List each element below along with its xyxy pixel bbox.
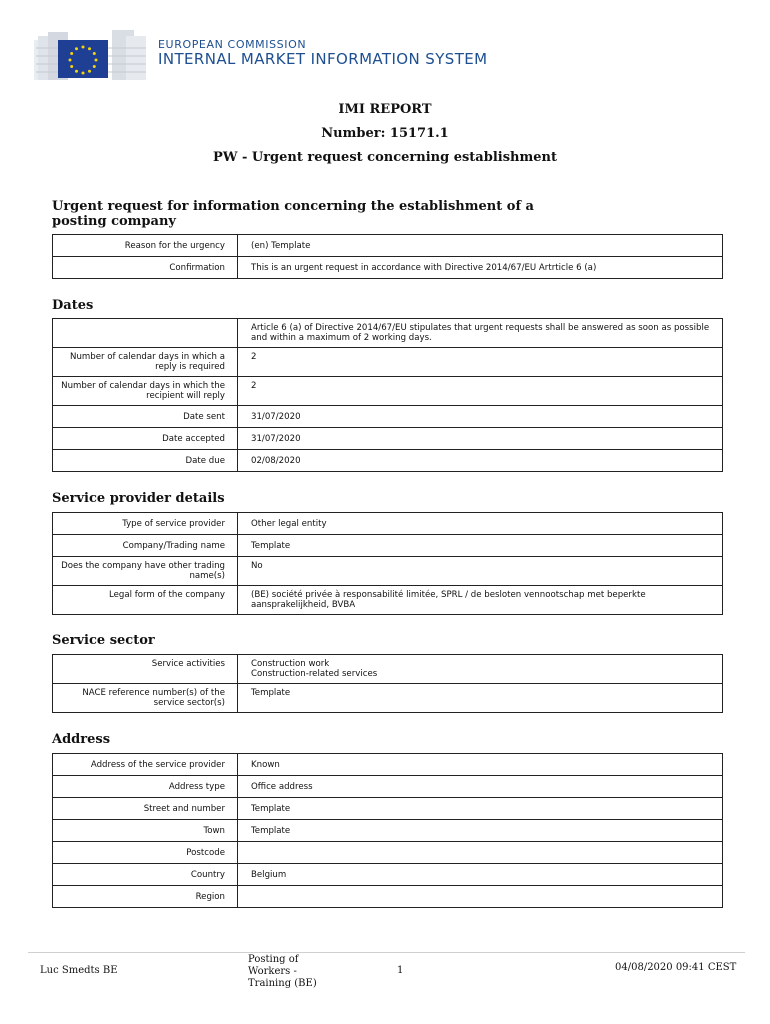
table-row [53,798,723,820]
field-label: Town [203,826,225,836]
field-label: NACE reference number(s) of the service sector(s) [82,688,225,708]
section-title-dates: Dates [52,298,94,313]
field-value: (BE) société privée à responsabilité limitée, SPRL / de besloten vennootschap met beperkte aansprakelijkheid, BVBA [251,590,646,610]
field-value: 02/08/2020 [251,456,301,466]
field-value: 31/07/2020 [251,434,301,444]
field-label: Region [195,892,225,902]
field-value-second-line: Construction-related services [251,669,378,679]
footer-context-line: Training (BE) [248,978,317,989]
table-row [53,377,723,406]
field-value: Other legal entity [251,519,327,529]
field-value: (en) Template [251,241,311,251]
field-value: 2 [251,381,257,391]
field-value: Article 6 (a) of Directive 2014/67/EU stipulates that urgent requests shall be answered as soon as possible and within a maximum of 2 working days. [251,323,710,343]
section-title-address: Address [52,732,111,747]
table-row [53,235,723,257]
section-title-provider: Service provider details [52,491,225,506]
dates-table [52,318,723,472]
table-row [53,842,723,864]
field-value: Template [251,541,291,551]
field-value: Known [251,760,280,770]
field-value [251,842,710,848]
field-label: Does the company have other trading name(s) [61,561,225,581]
field-value: Template [251,826,291,836]
field-label: Confirmation [169,263,225,273]
table-row [53,820,723,842]
field-label: Country [190,870,225,880]
table-row [53,864,723,886]
ec-logo [34,26,504,84]
sector-table [52,654,723,713]
table-row [53,348,723,377]
page-number: 1 [397,965,404,976]
table-row [53,257,723,279]
table-row [53,586,723,615]
ec-building-logo-icon [34,26,152,84]
field-label: Number of calendar days in which a reply is required [70,352,225,372]
field-label: Service activities [151,659,225,669]
field-label: Legal form of the company [109,590,225,600]
footer-user: Luc Smedts BE [40,965,118,976]
table-row [53,428,723,450]
field-label: Type of service provider [122,519,225,529]
table-row [53,754,723,776]
field-label [61,319,225,323]
footer-context [248,954,317,990]
footer-context-line: Posting of [248,954,299,965]
address-table [52,753,723,908]
field-label: Date accepted [162,434,225,444]
field-label: Address of the service provider [90,760,225,770]
field-label: Postcode [186,848,225,858]
field-label: Date sent [183,412,225,422]
field-value: 2 [251,352,257,362]
field-value: Construction work [251,659,330,669]
system-name: INTERNAL MARKET INFORMATION SYSTEM [158,50,488,68]
field-value: Belgium [251,870,287,880]
footer-timestamp: 04/08/2020 09:41 CEST [615,962,737,973]
organisation-name: EUROPEAN COMMISSION [158,38,307,51]
table-row [53,655,723,684]
report-title-block [0,100,770,172]
urgent-table [52,234,723,279]
report-title: IMI REPORT [338,102,432,117]
field-label: Street and number [143,804,225,814]
report-subject: PW - Urgent request concerning establishment [213,150,557,165]
field-value: No [251,561,263,571]
table-row [53,557,723,586]
field-value: Template [251,688,291,698]
table-row [53,319,723,348]
field-label: Address type [168,782,225,792]
table-row [53,406,723,428]
footer-context-line: Workers - [248,966,297,977]
section-title-sector: Service sector [52,633,155,648]
field-value [251,886,710,892]
field-value: This is an urgent request in accordance with Directive 2014/67/EU Artrticle 6 (a) [251,263,597,273]
section-title-urgent: Urgent request for information concerning the establishment of a posting company [52,199,534,229]
field-value: 31/07/2020 [251,412,301,422]
table-row [53,513,723,535]
field-value: Template [251,804,291,814]
table-row [53,684,723,713]
field-label: Company/Trading name [122,541,225,551]
report-number: Number: 15171.1 [321,126,449,141]
table-row [53,886,723,908]
field-label: Date due [185,456,225,466]
footer-divider [28,952,745,953]
table-row [53,776,723,798]
field-label: Reason for the urgency [124,241,225,251]
provider-table [52,512,723,615]
table-row [53,535,723,557]
field-value: Office address [251,782,313,792]
table-row [53,450,723,472]
field-label: Number of calendar days in which the recipient will reply [61,381,225,401]
